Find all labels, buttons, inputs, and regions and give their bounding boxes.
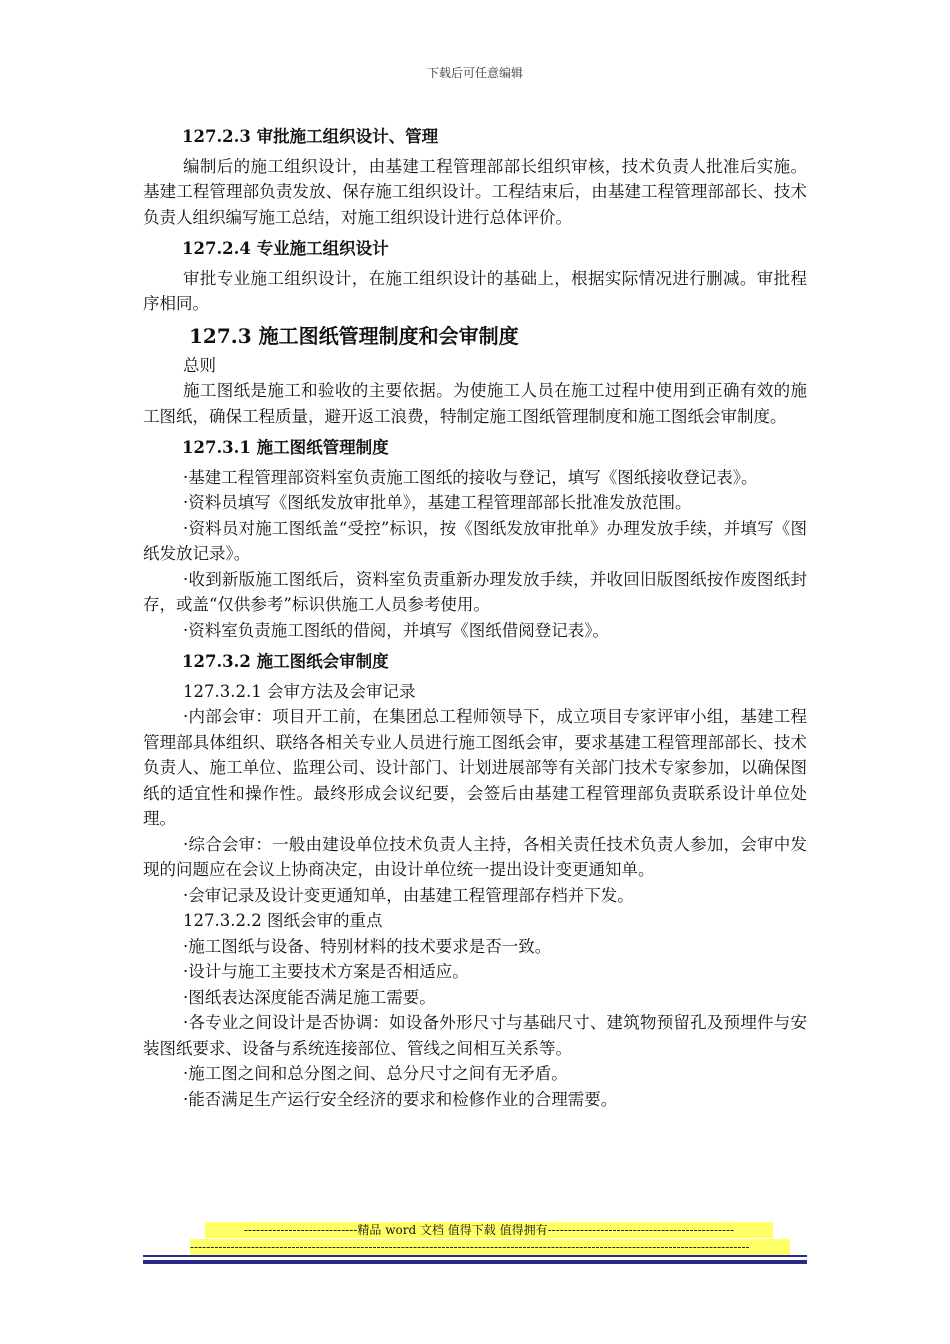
list-item: ·图纸表达深度能否满足施工需要。 [183,987,436,1007]
list-item: ·资料室负责施工图纸的借阅，并填写《图纸借阅登记表》。 [183,620,609,640]
list-item: ·综合会审：一般由建设单位技术负责人主持，各相关责任技术负责人参加，会审中发现的问题应在会议上协商决定，由设计单位统一提出设计变更通知单。 [143,834,807,879]
list-item: ·会审记录及设计变更通知单，由基建工程管理部存档并下发。 [183,885,634,905]
footer-rule-thin [143,1255,807,1257]
paragraph: 审批专业施工组织设计，在施工组织设计的基础上，根据实际情况进行删减。审批程序相同。 [143,268,807,313]
list-item: ·施工图纸与设备、特别材料的技术要求是否一致。 [183,936,552,956]
paragraph-general: 总则 [183,355,216,375]
list-item: ·设计与施工主要技术方案是否相适应。 [183,962,469,981]
footer-rule-thick [143,1260,807,1264]
document-body [143,118,807,1112]
list-item: ·各专业之间设计是否协调：如设备外形尺寸与基础尺寸、建筑物预留孔及预埋件与安装图纸要求、设备与系统连接部位、管线之间相互关系等。 [143,1013,807,1058]
paragraph: 编制后的施工组织设计，由基建工程管理部部长组织审核，技术负责人批准后实施。基建工程管理部负责发放、保存施工组织设计。工程结束后，由基建工程管理部部长、技术负责人组织编写施工总结，对施工组织设计进行总体评价。 [143,156,807,227]
list-item: ·收到新版施工图纸后，资料室负责重新办理发放手续，并收回旧版图纸按作废图纸封存，或盖“仅供参考”标识供施工人员参考使用。 [143,569,807,614]
list-item: ·施工图之间和总分图之间、总分尺寸之间有无矛盾。 [183,1064,568,1083]
section-heading-127-3: 127.3 施工图纸管理制度和会审制度 [189,323,519,348]
subsection-heading: 127.3.2.1 会审方法及会审记录 [183,681,416,701]
page-header: 下载后可任意编辑 [426,66,523,80]
list-item: ·资料员填写《图纸发放审批单》，基建工程管理部部长批准发放范围。 [183,493,692,512]
list-item: ·内部会审：项目开工前，在集团总工程师领导下，成立项目专家评审小组，基建工程管理部具体组织、联络各相关专业人员进行施工图纸会审，要求基建工程管理部部长、技术负责人、施工单位、监理公司、设计部门、计划进展部等有关部门技术专家参加，以确保图纸的适宜性和操作性。最终形成会议纪要，会签后由基建工程管理部负责联系设计单位处理。 [143,707,807,828]
list-item: ·能否满足生产运行安全经济的要求和检修作业的合理需要。 [183,1089,618,1109]
section-heading-127-2-3: 127.2.3 审批施工组织设计、管理 [182,127,439,146]
list-item: ·资料员对施工图纸盖“受控”标识，按《图纸发放审批单》办理发放手续，并填写《图纸发放记录》。 [143,518,807,563]
paragraph: 施工图纸是施工和验收的主要依据。为使施工人员在施工过程中使用到正确有效的施工图纸，确保工程质量，避开返工浪费，特制定施工图纸管理制度和施工图纸会审制度。 [143,381,807,426]
section-heading-127-2-4: 127.2.4 专业施工组织设计 [182,239,389,258]
list-item: ·基建工程管理部资料室负责施工图纸的接收与登记，填写《图纸接收登记表》。 [183,467,758,487]
section-heading-127-3-1: 127.3.1 施工图纸管理制度 [182,438,389,457]
footer-dashes: ------------------------------------------------------------------------------------------------------------------------------------------ [190,1239,790,1255]
footer-banner: ----------------------------精品 word 文档 值得下载 值得拥有---------------------------------------------- [205,1222,773,1238]
section-heading-127-3-2: 127.3.2 施工图纸会审制度 [182,652,389,671]
subsection-heading: 127.3.2.2 图纸会审的重点 [183,911,383,930]
